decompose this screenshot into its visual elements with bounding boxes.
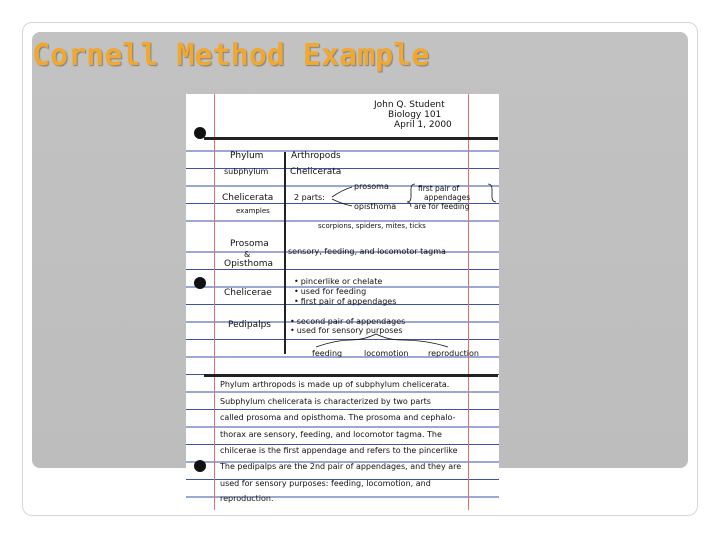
- cue-chelicerata: Chelicerata: [222, 193, 274, 203]
- list-item: • pincerlike or chelate: [294, 278, 382, 286]
- note-prosoma: prosoma: [354, 182, 389, 191]
- summary-line: thorax are sensory, feeding, and locomotor tagma. The: [220, 430, 442, 439]
- summary-line: chilcerae is the first appendage and refers to the pincerlike: [220, 446, 458, 455]
- purpose-reproduction: reproduction: [428, 349, 479, 358]
- cue-subphylum: subphylum: [224, 167, 269, 176]
- note-tagma: sensory, feeding, and locomotor tagma: [288, 247, 446, 256]
- cue-examples: examples: [236, 207, 270, 215]
- cue-ampersand: &: [244, 250, 251, 259]
- list-item: • second pair of appendages: [290, 318, 405, 326]
- notebook-page: [186, 94, 499, 510]
- purpose-feeding: feeding: [312, 349, 343, 358]
- summary-line: Subphylum chelicerata is characterized by two parts: [220, 397, 431, 406]
- note-chelicerata: Chelicerata: [290, 167, 342, 177]
- note-arthropods: Arthropods: [291, 151, 341, 161]
- summary-line: called prosoma and opisthoma. The prosoma and cephalo-: [220, 413, 456, 422]
- note-first-pair-1: first pair of: [418, 184, 460, 193]
- student-name: John Q. Student: [374, 100, 445, 110]
- cue-phylum: Phylum: [230, 151, 264, 161]
- list-item: • used for feeding: [294, 288, 366, 296]
- note-first-pair-3: are for feeding: [414, 202, 470, 211]
- summary-line: reproduction.: [220, 494, 274, 503]
- purpose-locomotion: locomotion: [364, 349, 409, 358]
- note-opisthoma: opisthoma: [354, 202, 397, 211]
- summary-line: Phylum arthropods is made up of subphylum chelicerata.: [220, 380, 450, 389]
- cue-prosoma: Prosoma: [230, 239, 269, 249]
- note-first-pair-2: appendages: [424, 193, 471, 202]
- cue-opisthoma: Opisthoma: [224, 259, 274, 269]
- note-date: April 1, 2000: [394, 120, 452, 130]
- list-item: • used for sensory purposes: [290, 327, 403, 335]
- list-item: • first pair of appendages: [294, 298, 396, 306]
- cue-pedipalps: Pedipalps: [228, 320, 271, 330]
- summary-line: The pedipalps are the 2nd pair of appendages, and they are: [220, 462, 462, 471]
- course-name: Biology 101: [388, 110, 442, 120]
- cue-chelicerae: Chelicerae: [224, 288, 272, 298]
- note-examples-list: scorpions, spiders, mites, ticks: [318, 222, 426, 230]
- summary-line: used for sensory purposes: feeding, locomotion, and: [220, 479, 431, 488]
- note-two-parts: 2 parts:: [294, 193, 325, 202]
- slide-title: Cornell Method Example: [32, 38, 430, 73]
